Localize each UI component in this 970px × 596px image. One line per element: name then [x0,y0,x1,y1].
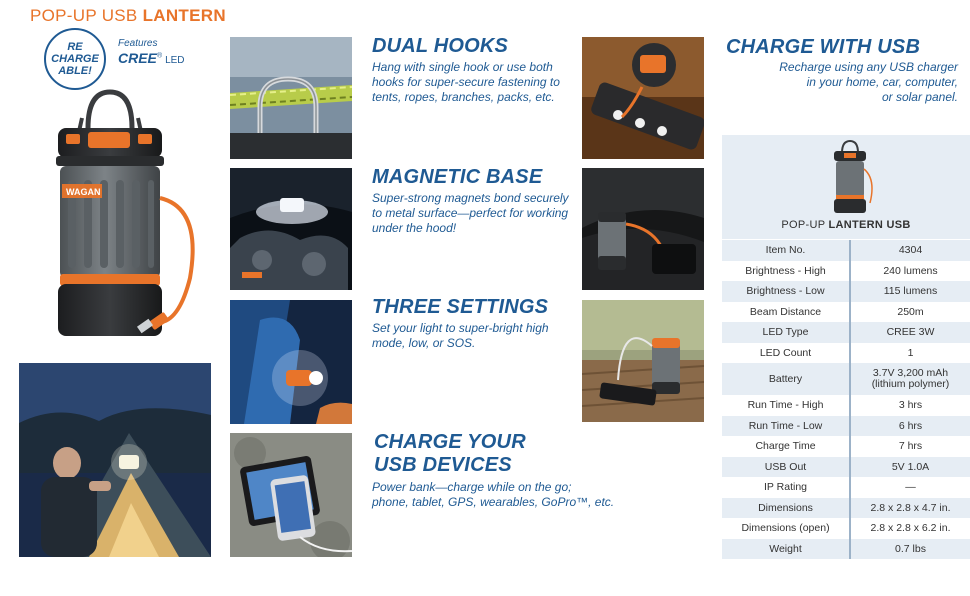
dual-hooks-photo [230,37,352,159]
dual-hooks-description: Hang with single hook or use both hooks for super-secure fastening to tents, ropes, branches, packs, etc. [372,60,560,104]
outdoor-table-photo [582,300,704,422]
lantern-product-image [30,88,210,358]
cree-features-label: Features [118,38,158,49]
table-row: USB Out 5V 1.0A [722,457,970,478]
camping-photo [19,363,211,557]
charge-devices-description: Power bank—charge while on the go; phone, tablet, GPS, wearables, GoPro™, etc. [372,480,615,509]
table-row: Charge Time 7 hrs [722,436,970,457]
usb-charger-photo [582,37,704,159]
three-settings-description: Set your light to super-bright high mode, low, or SOS. [372,321,549,350]
table-row: Dimensions 2.8 x 2.8 x 4.7 in. [722,498,970,519]
magnetic-base-heading: MAGNETIC BASE [372,166,543,188]
rechargeable-badge [44,28,106,90]
lantern-thumbnail [828,139,874,215]
table-row: Dimensions (open) 2.8 x 2.8 x 6.2 in. [722,518,970,539]
table-row: LED Count 1 [722,343,970,364]
badge-text: RE CHARGE ABLE! [51,41,99,77]
car-charging-photo [582,168,704,290]
charge-with-usb-description: Recharge using any USB charger in your home, car, computer, or solar panel. [779,60,958,104]
magnetic-base-description: Super-strong magnets bond securely to metal surface—perfect for working under the hood! [372,191,569,235]
table-row: Battery 3.7V 3,200 mAh (lithium polymer) [722,363,970,395]
magnetic-base-photo [230,168,352,290]
charge-devices-heading: CHARGE YOUR USB DEVICES [374,431,526,476]
page-title: POP-UP USB LANTERN [30,6,226,25]
three-settings-heading: THREE SETTINGS [372,296,549,318]
spec-card-header [722,135,970,239]
charge-with-usb-heading: CHARGE WITH USB [726,36,921,58]
table-row: Brightness - High 240 lumens [722,261,970,282]
table-row: LED Type CREE 3W [722,322,970,343]
table-row: Weight 0.7 lbs [722,539,970,560]
specs-table [722,240,970,559]
table-row: Run Time - Low 6 hrs [722,416,970,437]
table-row: Item No. 4304 [722,240,970,261]
cree-logo: CREE® LED [118,50,185,66]
table-row: Brightness - Low 115 lumens [722,281,970,302]
table-row: IP Rating — [722,477,970,498]
three-settings-photo [230,300,352,424]
table-row: Beam Distance 250m [722,302,970,323]
charge-devices-photo [230,433,352,557]
dual-hooks-heading: DUAL HOOKS [372,35,509,57]
wagan-logo: WAGAN [66,187,101,197]
table-row: Run Time - High 3 hrs [722,395,970,416]
spec-card-title: POP-UP LANTERN USB [781,219,911,231]
